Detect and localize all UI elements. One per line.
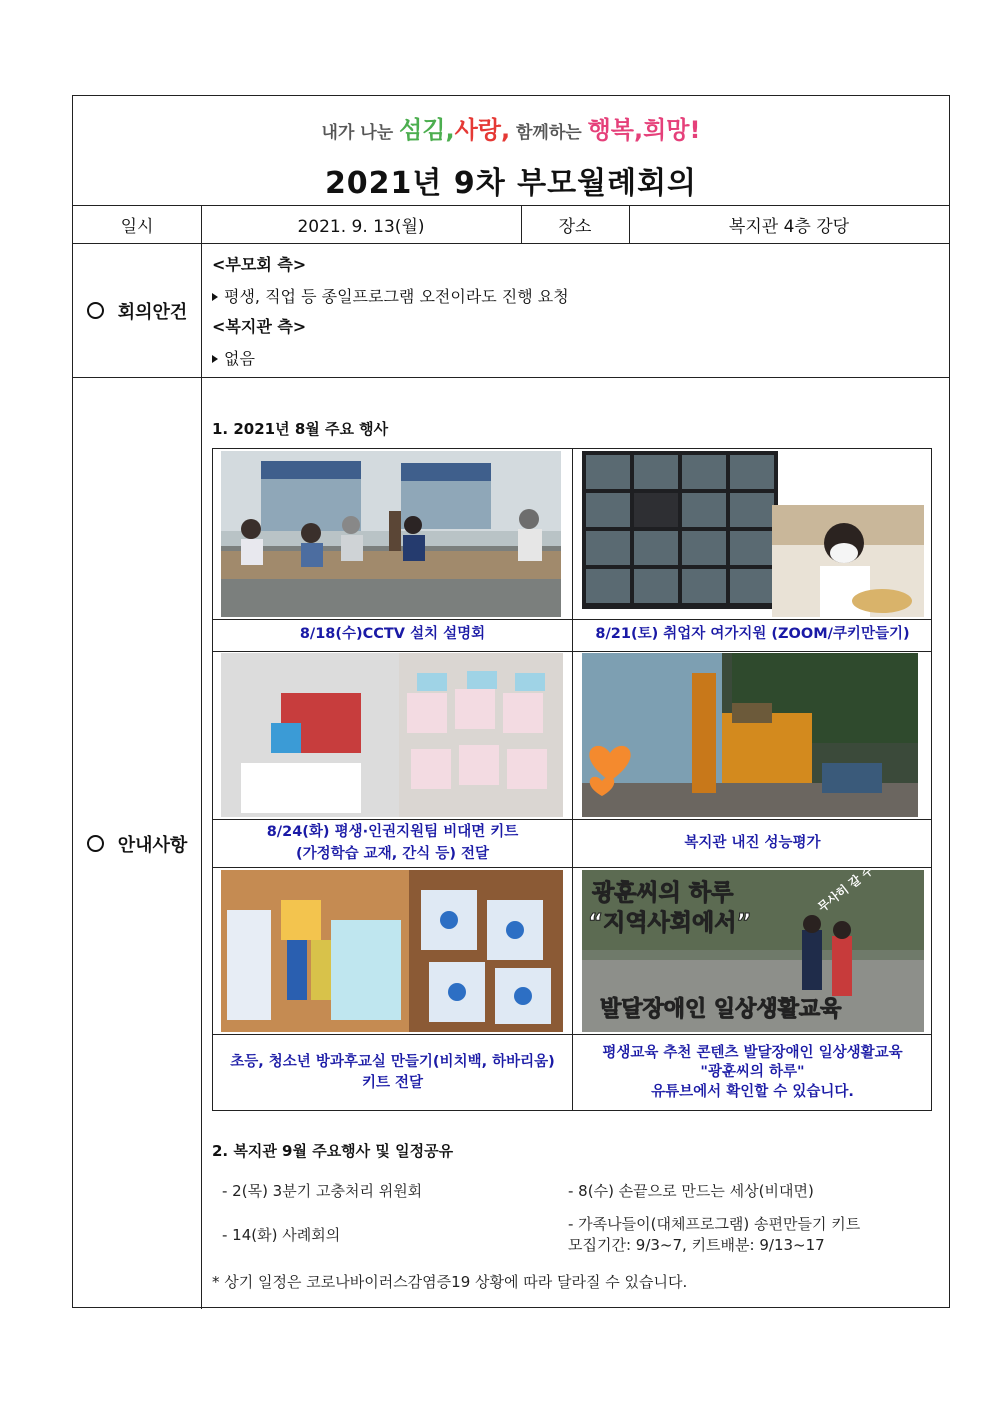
event-caption-3: 8/24(화) 평생·인권지원팀 비대면 키트 (가정학습 교재, 간식 등) 전달 xyxy=(266,824,519,862)
center-side-item xyxy=(212,346,255,369)
info-row xyxy=(73,206,949,244)
notice-label-text: 안내사항 xyxy=(117,834,188,856)
kit-bags-photo xyxy=(221,653,563,817)
slogan-part1: 내가 나눈 xyxy=(321,123,400,143)
center-side-heading: <복지관 측> xyxy=(212,317,307,336)
parent-side-item xyxy=(212,284,569,307)
event-caption-5: 초등, 청소년 방과후교실 만들기(비치백, 하바리움) 키트 전달 xyxy=(230,1053,555,1091)
date-value: 2021. 9. 13(월) xyxy=(297,217,425,237)
notice-label xyxy=(73,378,201,1309)
youtube-thumbnail-photo xyxy=(582,870,924,1032)
event-caption-1: 8/18(수)CCTV 설치 설명회 xyxy=(299,626,486,643)
place-value: 복지관 4층 강당 xyxy=(728,217,850,237)
meeting-document xyxy=(72,95,950,1308)
meeting-room-photo xyxy=(221,451,561,617)
thumbnail-bottom-text: 발달장애인 일상생활교육 xyxy=(600,997,842,1022)
thumbnail-title-line1: 광훈씨의 하루 xyxy=(592,880,734,906)
slogan-word-love: 사랑, xyxy=(454,116,511,144)
section2-title: 2. 복지관 9월 주요행사 및 일정공유 xyxy=(212,1142,454,1160)
event-caption-6: 평생교육 추천 콘텐츠 발달장애인 일상생활교육 "광훈씨의 하루" 유튜브에서 확인할 수 있습니다. xyxy=(602,1044,903,1100)
place-label: 장소 xyxy=(558,217,592,237)
parent-side-item-text: 평생, 직업 등 종일프로그램 오전이라도 진행 요청 xyxy=(224,287,569,306)
thumbnail-title-line2: “지역사회에서” xyxy=(588,910,752,936)
notice-section xyxy=(73,378,949,1309)
page-title: 2021년 9차 부모월례회의 xyxy=(324,166,698,201)
document-header xyxy=(73,96,949,206)
zoom-cooking-photo xyxy=(582,451,924,617)
schedule-item: - 8(수) 손끝으로 만드는 세상(비대면) xyxy=(568,1182,814,1200)
drilling-machine-photo xyxy=(582,653,918,817)
triangle-bullet-icon xyxy=(212,355,218,363)
slogan-word-service: 섬김, xyxy=(399,116,455,144)
schedule-item: 모집기간: 9/3~7, 키트배분: 9/13~17 xyxy=(568,1236,825,1254)
date-label: 일시 xyxy=(120,217,154,237)
agenda-label xyxy=(73,244,201,377)
craft-kit-photo xyxy=(221,870,563,1032)
footnote: * 상기 일정은 코로나바이러스감염증19 상황에 따라 달라질 수 있습니다. xyxy=(212,1273,688,1291)
agenda-section xyxy=(73,244,949,378)
schedule-item: - 2(목) 3분기 고충처리 위원회 xyxy=(222,1182,423,1200)
event-photo-grid xyxy=(212,448,932,1111)
section1-title: 1. 2021년 8월 주요 행사 xyxy=(212,420,389,438)
triangle-bullet-icon xyxy=(212,293,218,301)
notice-body xyxy=(201,378,949,1309)
center-side-item-text: 없음 xyxy=(224,349,255,368)
circle-bullet-icon xyxy=(87,302,104,319)
schedule-item: - 가족나들이(대체프로그램) 송편만들기 키트 xyxy=(568,1215,861,1233)
circle-bullet-icon xyxy=(87,835,104,852)
parent-side-heading: <부모회 측> xyxy=(212,255,307,274)
agenda-body xyxy=(201,244,949,377)
slogan-part2: 함께하는 xyxy=(510,123,588,143)
slogan-word-happiness: 행복, xyxy=(587,116,644,144)
event-caption-4: 복지관 내진 성능평가 xyxy=(684,834,821,851)
slogan xyxy=(73,110,949,145)
event-caption-2: 8/21(토) 취업자 여가지원 (ZOOM/쿠키만들기) xyxy=(595,626,910,643)
slogan-word-hope: 희망! xyxy=(643,116,701,144)
schedule-item: - 14(화) 사례회의 xyxy=(222,1226,341,1244)
agenda-label-text: 회의안건 xyxy=(117,301,188,323)
